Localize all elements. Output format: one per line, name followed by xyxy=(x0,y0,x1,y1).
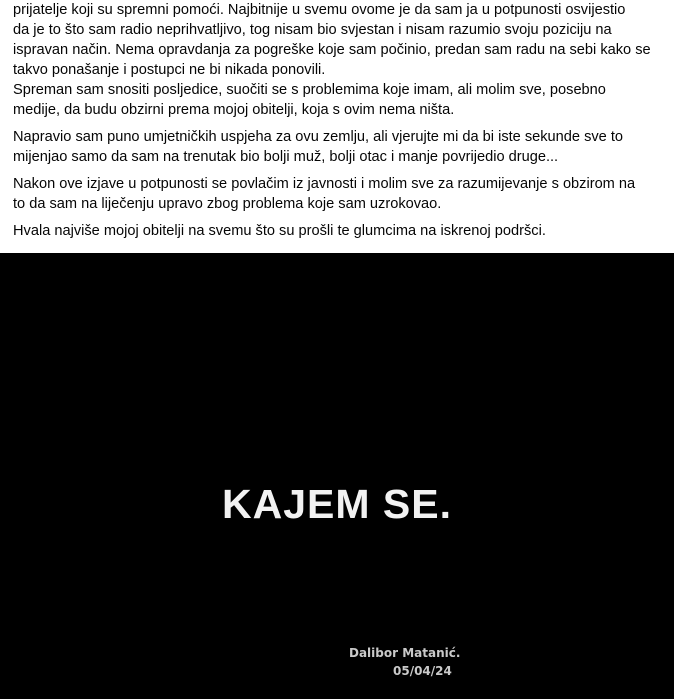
post-line: Nakon ove izjave u potpunosti se povlačim iz javnosti i molim sve za razumijevanje s obzirom na xyxy=(13,176,636,192)
post-message xyxy=(0,0,674,253)
post-line: prijatelje koji su spremni pomoći. Najbitnije u svemu ovome je da sam ja u potpunosti osvijestio xyxy=(13,2,626,18)
post-line: to da sam na liječenju upravo zbog problema koje sam uzrokovao. xyxy=(13,196,442,212)
post-paragraph xyxy=(13,221,660,241)
post-line: Hvala najviše mojoj obitelji na svemu što su prošli te glumcima na iskrenoj podršci. xyxy=(13,223,546,239)
post-line: Napravio sam puno umjetničkih uspjeha za ovu zemlju, ali vjerujte mi da bi iste sekunde sve to xyxy=(13,129,624,145)
image-signature: Dalibor Matanić. xyxy=(349,646,461,660)
post-paragraph xyxy=(13,174,660,214)
post-line: Spreman sam snositi posljedice, suočiti se s problemima koje imam, ali molim sve, posebno xyxy=(13,82,606,98)
image-date: 05/04/24 xyxy=(393,664,452,678)
post-paragraph xyxy=(13,0,660,120)
post-line: ispravan način. Nema opravdanja za pogreške koje sam počinio, predan sam radu na sebi kako se xyxy=(13,42,651,58)
image-headline: KAJEM SE. xyxy=(222,481,452,527)
post-paragraph xyxy=(13,127,660,167)
post-line: mijenjao samo da sam na trenutak bio bolji muž, bolji otac i manje povrijedio druge... xyxy=(13,149,559,165)
post-line: da je to što sam radio neprihvatljivo, tog nisam bio svjestan i nisam razumio svoju poziciju na xyxy=(13,22,612,38)
post-image[interactable] xyxy=(0,253,674,699)
post-line: takvo ponašanje i postupci ne bi nikada ponovili. xyxy=(13,62,326,78)
post-line: medije, da budu obzirni prema mojoj obitelji, koja s ovim nema ništa. xyxy=(13,102,455,118)
